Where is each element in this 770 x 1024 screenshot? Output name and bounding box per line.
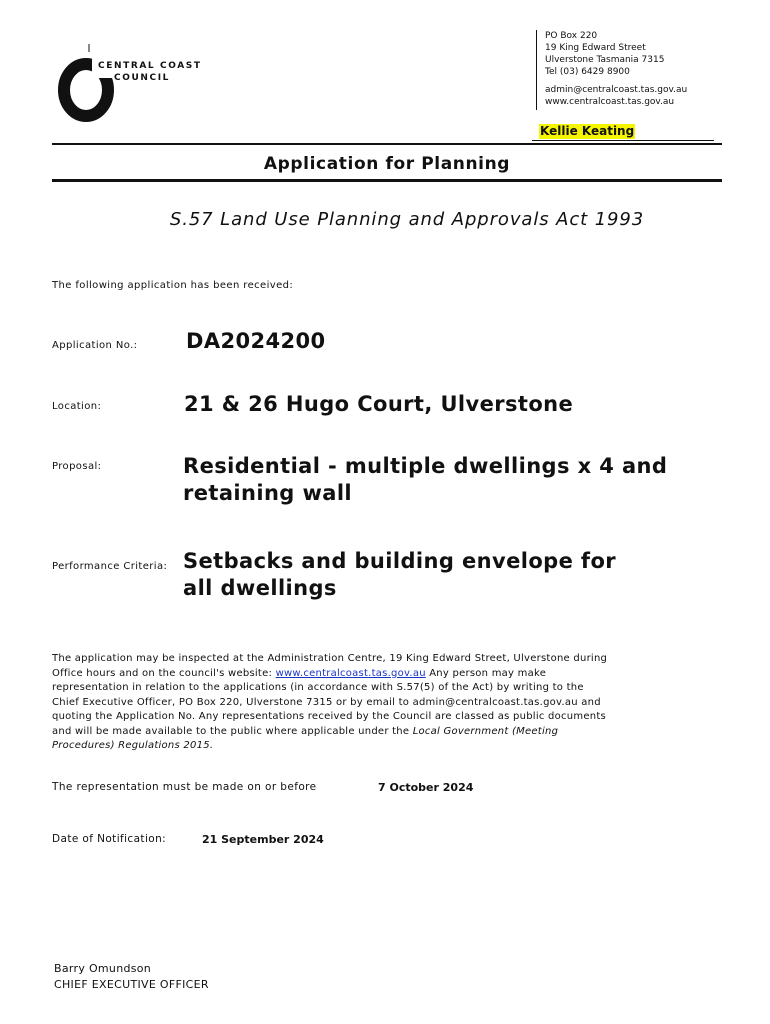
paragraph-part-1: The application may be inspected at the Administration Centre, 19 King Edward Street, Ulverstone during Office hours and on the council's website:: [52, 653, 608, 679]
proposal-value: [183, 453, 667, 507]
signatory-underline: [532, 140, 714, 141]
officer-title: CHIEF EXECUTIVE OFFICER: [54, 978, 209, 991]
application-no-value: DA2024200: [186, 329, 326, 353]
contact-address-block: [536, 30, 726, 110]
paragraph-part-2: Any person may make representation in relation to the applications (in accordance with S.57(5) of the Act) by writing to the Chief Executive Officer, PO Box 220, Ulverstone 7315 or by email to admin@centralcoast.tas.gov.au and quoting the Application No. Any representations received by the Council are classed as public documents and will be made available to the public where applicable under the: [52, 667, 606, 737]
criteria-line-1: Setbacks and building envelope for: [183, 549, 617, 573]
town: Ulverstone Tasmania 7315: [545, 55, 665, 65]
po-box: PO Box 220: [545, 31, 598, 41]
website-link[interactable]: www.centralcoast.tas.gov.au: [275, 667, 426, 679]
council-logo: [56, 40, 202, 130]
website-address: www.centralcoast.tas.gov.au: [545, 97, 675, 107]
notification-label: Date of Notification:: [52, 833, 167, 845]
criteria-label: Performance Criteria:: [52, 561, 168, 572]
email-address: admin@centralcoast.tas.gov.au: [545, 85, 688, 95]
logo-text-line2: COUNCIL: [114, 73, 170, 83]
telephone: Tel (03) 6429 8900: [545, 67, 630, 77]
signatory-highlight: Kellie Keating: [540, 124, 635, 138]
criteria-line-2: all dwellings: [183, 576, 337, 600]
location-value: 21 & 26 Hugo Court, Ulverstone: [184, 392, 574, 416]
application-no-label: Application No.:: [52, 340, 138, 351]
street-address: 19 King Edward Street: [545, 43, 646, 53]
council-logo-mark: [56, 40, 196, 130]
inspection-paragraph: [52, 652, 612, 754]
officer-name: Barry Omundson: [54, 962, 152, 975]
criteria-value: [183, 548, 616, 602]
intro-text: The following application has been received:: [52, 280, 294, 291]
proposal-line-1: Residential - multiple dwellings x 4 and: [183, 454, 668, 478]
regulation-reference: Local Government (Meeting Procedures) Regulations 2015.: [52, 725, 559, 751]
act-reference: S.57 Land Use Planning and Approvals Act 1993: [169, 209, 645, 230]
representation-date: 7 October 2024: [378, 781, 474, 794]
document-title: Application for Planning: [263, 154, 511, 174]
notification-date: 21 September 2024: [202, 833, 324, 846]
representation-label: The representation must be made on or before: [52, 781, 317, 793]
proposal-label: Proposal:: [52, 461, 102, 472]
logo-text-line1: CENTRAL COAST: [98, 61, 202, 71]
location-label: Location:: [52, 401, 102, 412]
proposal-line-2: retaining wall: [183, 481, 353, 505]
top-rule: [52, 143, 722, 145]
bottom-rule: [52, 179, 722, 182]
